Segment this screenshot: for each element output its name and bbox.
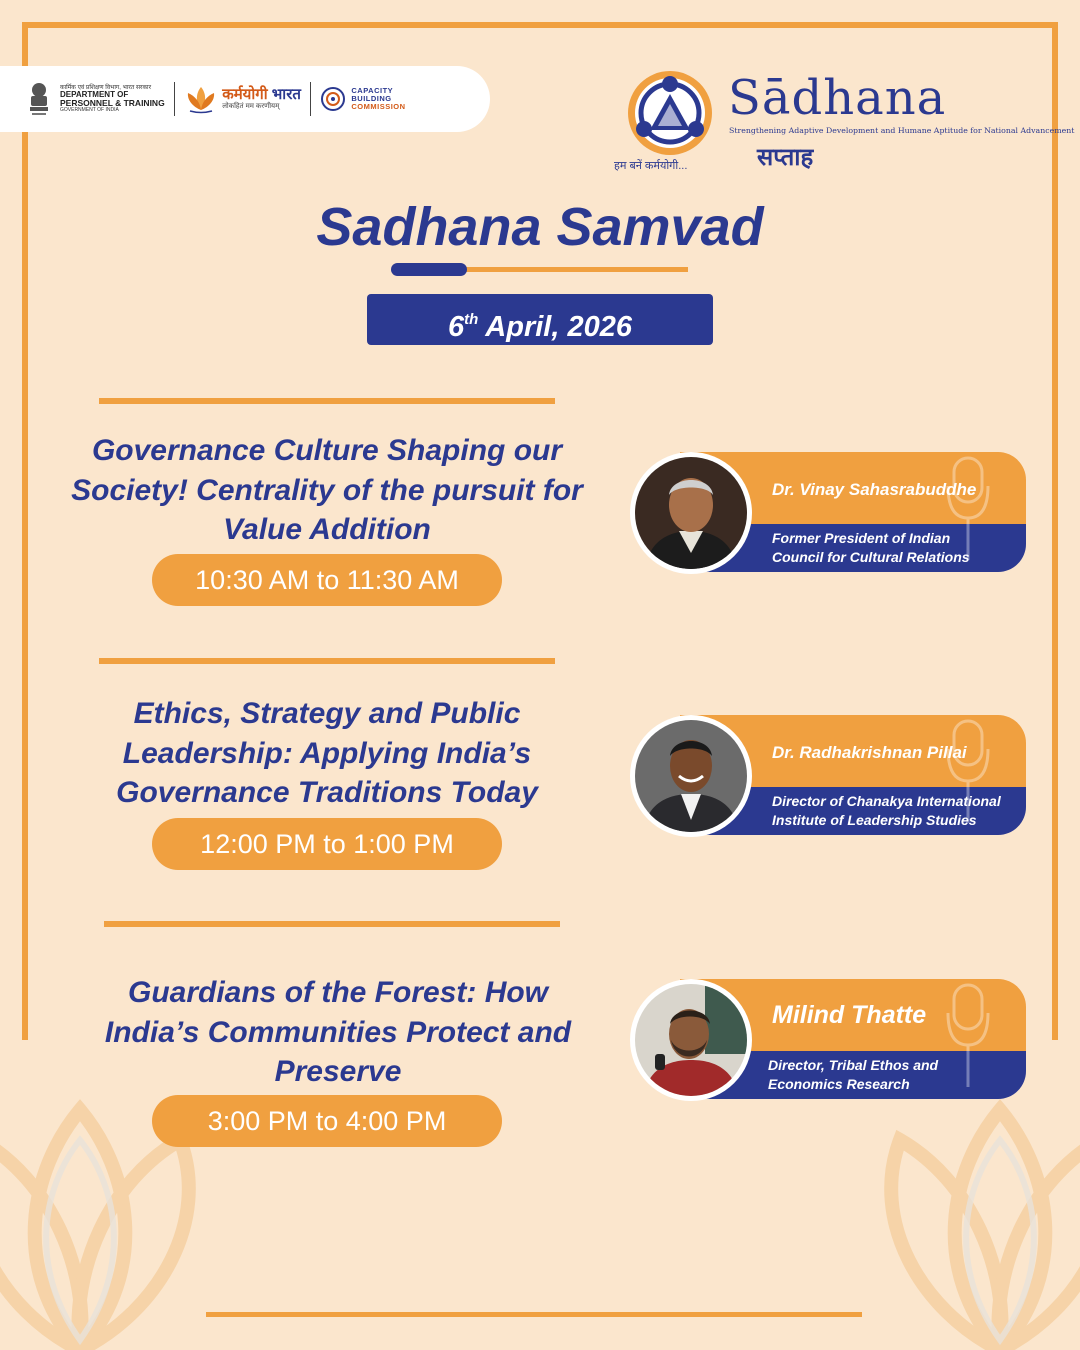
event-date-box	[367, 294, 713, 345]
speaker-role-line1: Director, Tribal Ethos and	[768, 1057, 939, 1073]
session-divider	[104, 921, 560, 927]
sadhana-logo-icon	[622, 70, 718, 156]
event-title: Sadhana Samvad	[316, 197, 764, 257]
karmayogi-text: कर्मयोगी	[222, 85, 272, 103]
speaker-role-line2: Institute of Leadership Studies	[772, 812, 977, 828]
speaker-role	[768, 1056, 938, 1094]
date-rest: April, 2026	[478, 311, 632, 343]
speaker-role	[772, 529, 970, 567]
session-title: Guardians of the Forest: How India’s Communities Protect and Preserve	[104, 976, 572, 1088]
session-divider	[99, 658, 555, 664]
speaker-portrait-icon	[635, 984, 747, 1096]
speaker-card	[630, 979, 1026, 1101]
frame-bottom-line	[206, 1312, 862, 1317]
speaker-card	[630, 715, 1026, 837]
speaker-role-line1: Director of Chanakya International	[772, 793, 1001, 809]
speaker-photo	[630, 979, 752, 1101]
lotus-logo-icon	[184, 84, 218, 114]
speaker-role	[772, 792, 1001, 830]
session-title: Ethics, Strategy and Public Leadership: Applying India’s Governance Traditions Today	[116, 697, 538, 809]
karmayogi-bharat-logo	[184, 84, 301, 114]
title-underline-orange	[460, 267, 688, 272]
sadhana-week-label: सप्ताह	[757, 144, 814, 171]
cbc-line2: BUILDING	[351, 94, 392, 104]
dopt-logo	[60, 85, 165, 114]
title-underline-blue	[391, 263, 467, 276]
session-time-pill: 12:00 PM to 1:00 PM	[152, 818, 502, 870]
capacity-building-commission-logo	[320, 86, 405, 112]
microphone-icon	[946, 983, 990, 1093]
karmayogi-motto: लोकहितं मम करणीयम्	[222, 103, 280, 111]
sadhana-brand-name: Sādhana	[728, 70, 947, 126]
dopt-line2: PERSONNEL & TRAINING	[60, 98, 165, 109]
date-suffix: th	[464, 311, 479, 328]
session-time-pill: 3:00 PM to 4:00 PM	[152, 1095, 502, 1147]
frame-top-line	[22, 22, 1058, 28]
sadhana-brand-expansion: Strengthening Adaptive Development and Humane Aptitude for National Advancement	[729, 126, 1075, 135]
cbc-line1: CAPACITY	[351, 86, 394, 96]
dopt-line1: DEPARTMENT OF	[60, 89, 129, 99]
speaker-card	[630, 452, 1026, 574]
speaker-photo	[630, 452, 752, 574]
cbc-line3: COMMISSION	[351, 101, 406, 111]
national-emblem-icon	[26, 80, 52, 118]
speaker-role-line1: Former President of Indian	[772, 530, 951, 546]
bharat-text: भारत	[271, 85, 301, 103]
speaker-photo	[630, 715, 752, 837]
frame-left-line	[22, 22, 28, 1040]
speaker-role-line2: Economics Research	[768, 1076, 910, 1092]
speaker-name: Dr. Vinay Sahasrabuddhe	[772, 480, 977, 499]
logo-divider	[310, 82, 312, 116]
sadhana-tagline: हम बनें कर्मयोगी...	[614, 160, 688, 172]
speaker-name: Dr. Radhakrishnan Pillai	[772, 743, 967, 762]
partner-logos-bar	[0, 66, 490, 132]
session-divider	[99, 398, 555, 404]
speaker-portrait-icon	[635, 457, 747, 569]
speaker-role-line2: Council for Cultural Relations	[772, 549, 970, 565]
dopt-line3: GOVERNMENT OF INDIA	[60, 107, 119, 114]
cbc-emblem-icon	[320, 86, 346, 112]
frame-right-line	[1052, 22, 1058, 1040]
dopt-hindi-text: कार्मिक एवं प्रशिक्षण विभाग, भारत सरकार	[60, 84, 152, 91]
speaker-portrait-icon	[635, 720, 747, 832]
date-day: 6	[448, 311, 465, 343]
session-title: Governance Culture Shaping our Society! Centrality of the pursuit for Value Addition	[71, 434, 583, 546]
logo-divider	[174, 82, 176, 116]
speaker-name: Milind Thatte	[772, 1001, 927, 1029]
session-time-pill: 10:30 AM to 11:30 AM	[152, 554, 502, 606]
lotus-decoration-right-icon	[880, 1060, 1080, 1350]
